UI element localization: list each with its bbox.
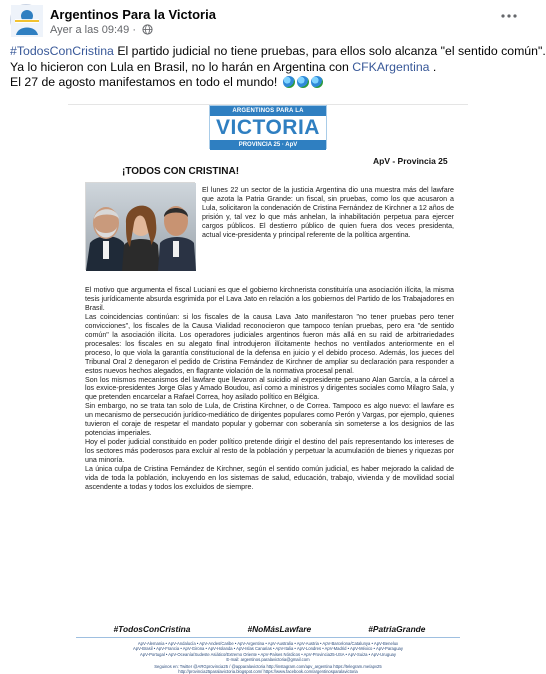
poster-hashtag: #NoMásLawfare — [247, 624, 312, 634]
poster-paragraph: La única culpa de Cristina Fernández de Kirchner, según el sentido común judicial, es haber mejorado la calidad de vida de toda la población, incluyendo en los sistemas de salud, educación, trabajo, vivienda y de movilidad social ascendente a todas y todos los excluidos de siempre. — [85, 465, 454, 491]
post-text-line-2-post: . — [429, 59, 437, 74]
leaders-photo — [85, 182, 195, 270]
poster-paragraph: Hoy el poder judicial constituido en poder político pretende dirigir el destino del país representando los intereses de los sectores más poderosos para excluir al resto de la población y perpetuar la acumulación de bienes y riquezas por una minoría. — [85, 438, 454, 465]
post-text — [10, 44, 546, 91]
hashtag-link[interactable]: #TodosConCristina — [10, 44, 114, 58]
poster-hashtag: #PatriaGrande — [368, 624, 426, 634]
page-avatar[interactable] — [10, 4, 42, 36]
poster-paragraph: Son los mismos mecanismos del lawfare que llevaron al suicidio al expresidente peruano Alan García, a la cárcel a los exvice-presidentes Jorge Glas y Amado Boudou, así como a ministros y dirigentes sociales como Milagro Sala, y que pretenden encarcelar a Rafael Correa, hoy asilado político en Bélgica. — [85, 375, 454, 402]
logo-main-text: VICTORIA — [216, 116, 320, 139]
logo-bottom-text: PROVINCIA 25 · ApV — [210, 140, 326, 150]
post-image[interactable] — [68, 104, 468, 674]
poster-hashtags — [85, 624, 454, 634]
post-text-line-2 — [10, 60, 528, 76]
post-text-line-3-text: El 27 de agosto manifestamos en todo el mundo! — [10, 75, 281, 89]
poster-tag: ApV - Provincia 25 — [373, 156, 448, 166]
poster-paragraph: El motivo que argumenta el fiscal Luciani es que el gobierno kirchnerista constituiría una asociación ilícita, la misma tesis jurídicamente absurda esgrimida por el Lava Jato en relación a los gobiernos del Partido de los Trabajadores en Brasil. — [85, 286, 454, 312]
poster-title: ¡TODOS CON CRISTINA! — [122, 166, 240, 177]
post-text-line-3 — [10, 75, 528, 91]
poster-hashtag: #TodosConCristina — [113, 624, 191, 634]
logo-top-text: ARGENTINOS PARA LA — [210, 106, 326, 116]
avatar-logo-icon — [11, 5, 43, 37]
more-options-icon — [501, 14, 517, 18]
post-time[interactable]: Ayer a las 09:49 — [50, 24, 130, 36]
footer-chapters-line: ApV-Portugal • ApV-Oceanía/Sudeste Asiático/Extremo Oriente • ApV-Países Nórdicos • ApV-Provincia25-USA • ApV-Suiza • ApV-Uruguay — [140, 651, 396, 657]
post-meta — [50, 24, 153, 38]
earth-globe-emoji — [283, 76, 295, 88]
post-text-line-1-rest: El partido judicial no tiene pruebas, para ellos solo alcanza "el sentido común". — [113, 44, 546, 58]
apv-logo — [209, 105, 327, 149]
poster-body — [85, 286, 454, 492]
meta-separator: · — [132, 24, 137, 36]
poster-paragraph: Sin embargo, no se trata tan solo de Lula, de Cristina Kirchner, o de Correa. Tampoco es algo nuevo: el lawfare es un mecanismo de persecución jurídico-mediático de dirigentes populares como Perón y Vargas, por ejemplo, quienes tuvieron el coraje de respetar el mandato popular y gobernar con soberanía sin someterse a los designios de las potencias imperiales. — [85, 402, 454, 438]
globe-icon — [142, 24, 153, 38]
poster-intro-paragraph: El lunes 22 un sector de la justicia Argentina dio una muestra más del lawfare que azota la Patria Grande: un fiscal, sin pruebas, como los que acusaron a Lula, solicitaron la condenación de Cristina Fernández de Kirchner a 12 años de prisión y, tal vez lo que más anhelan, la inhabilitación perpetua para ejercer cargos públicos. El destierro público de quien fuera dos veces presidenta, actual vice-presidenta y principal referente de la política argentina. — [202, 186, 454, 239]
footer-chapters-line: ApV-Brasil • ApV-Francia • ApV-Girona • ApV-Holanda • ApV-Islas Canarias • ApV-Italia • ApV-Londres • ApV-Madrid • ApV-México • ApV-Paraguay — [133, 646, 403, 652]
earth-globe-emoji — [311, 76, 323, 88]
post-text-line-2-pre: Ya lo hicieron con Lula en Brasil, no lo harán en Argentina con — [10, 59, 353, 74]
footer-chapters-line: ApV-Alemania • ApV-Andalucía • ApV-Andes/Caribe • ApV-Argentina • ApV-Australia • ApV-Austria • ApV-Barcelona/Catalunya • ApV-Benelux — [137, 641, 399, 646]
poster-footer — [76, 637, 460, 674]
footer-email: E-mail: argentinos.paralavictoria@gmail.com — [226, 657, 310, 663]
cfk-mention-link[interactable]: CFKArgentina — [352, 59, 430, 74]
more-options-button[interactable] — [497, 6, 521, 26]
post-text-line-1 — [10, 44, 546, 60]
poster-paragraph: Las coincidencias continúan: si los fiscales de la causa Lava Jato manifestaron "no tener pruebas pero tener convicciones", los fiscales de la Causa Vialidad reconocieron que tampoco tenían pruebas, pero era "de sentido común" la asociación ilícita. Los operadores judiciales argentinos fueron más allá en su raid de arbitrariedades procesales: los fiscales en su alegato final introdujeron ilícitamente hechos no ventilados anteriormente en el proceso, lo que viola la garantía constitucional de la defensa en juicio y el debido proceso. Además, los jueces del Tribunal Oral 2 denegaron el pedido de Cristina Fernández de Kirchner de ampliar su declaración para responder a estos nuevos hechos alegados, en flagrante violación de la normativa procesal penal. — [85, 312, 454, 375]
footer-links: http://provincia25paralavictoria.blogspot.com/ https://www.facebook.com/argentinosparalavictoria — [178, 669, 358, 674]
post-header — [10, 4, 525, 40]
page-name[interactable]: Argentinos Para la Victoria — [50, 7, 216, 22]
footer-follow: Seguinos en: Twitter @ARGprovincia25 / @apparalavictoria http://instagram.com/apv_argentina https://telegram.me/apv25 — [154, 663, 382, 669]
earth-globe-emoji — [297, 76, 309, 88]
